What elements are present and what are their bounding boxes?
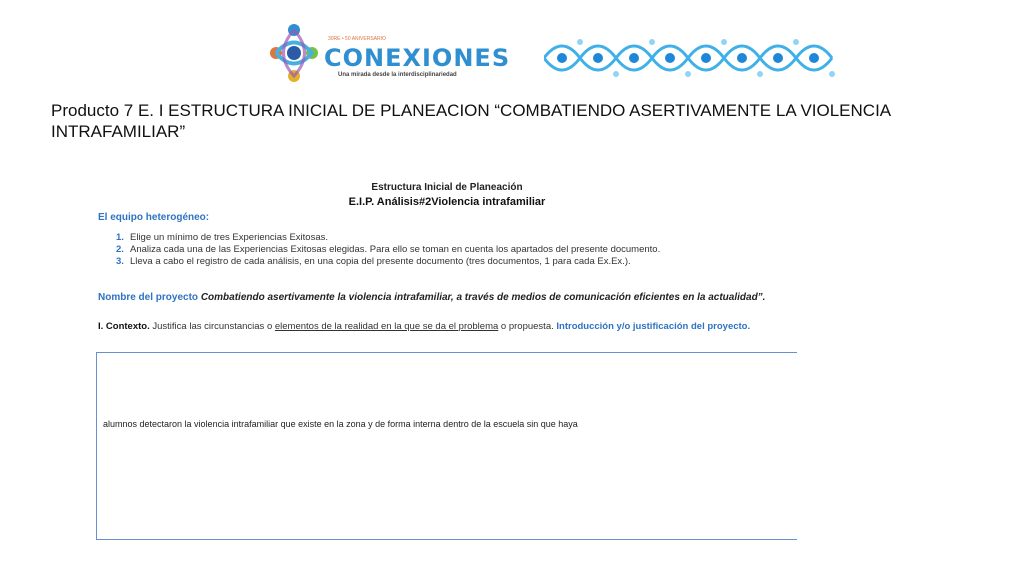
logo-tagline: 30RE • 50 ANIVERSARIO [328, 36, 386, 42]
document-image [94, 180, 800, 540]
project-name [98, 292, 788, 304]
conexiones-logo [268, 22, 511, 92]
instruction-list [116, 232, 796, 268]
document-heading: Estructura Inicial de Planeación [371, 182, 523, 193]
conexiones-logo-icon [268, 22, 320, 84]
logo-name: CONEXIONES [324, 44, 511, 72]
decorative-banner [544, 32, 840, 84]
team-label: El equipo heterogéneo: [98, 212, 210, 223]
page-title: Producto 7 E. I ESTRUCTURA INICIAL DE PLANEACION “COMBATIENDO ASERTIVAMENTE LA VIOLENCIA INTRAFAMILIAR” [51, 101, 891, 141]
project-label: Nombre del proyecto [98, 292, 199, 303]
document-subheading: E.I.P. Análisis#2Violencia intrafamiliar [348, 196, 546, 208]
project-value: Combatiendo asertivamente la violencia intrafamiliar, a través de medios de comunicación eficientes en la actualidad”. [200, 292, 766, 303]
list-item: 3. Lleva a cabo el registro de cada análisis, en una copia del presente documento (tres documentos, 1 para cada Ex.Ex.). [116, 256, 631, 267]
context-intro: Introducción y/o justificación del proyecto. [556, 321, 751, 332]
answer-box [96, 352, 797, 540]
context-section: I. Contexto. Justifica las circunstancias o elementos de la realidad en la que se da el problema o propuesta. Introducción y/o justificación del proyecto. [98, 321, 751, 332]
answer-text: alumnos detectaron la violencia intrafamiliar que existe en la zona y de forma interna dentro de la escuela sin que haya [103, 419, 578, 429]
context-label: I. Contexto. [98, 321, 150, 332]
list-item: 1. Elige un mínimo de tres Experiencias Exitosas. [116, 232, 329, 243]
list-item: 2. Analiza cada una de las Experiencias Exitosas elegidas. Para ello se toman en cuenta los apartados del presente documento. [116, 244, 661, 255]
context-link: elementos de la realidad en la que se da el problema [274, 321, 499, 332]
logo-subtitle: Una mirada desde la interdisciplinariedad [338, 72, 457, 78]
